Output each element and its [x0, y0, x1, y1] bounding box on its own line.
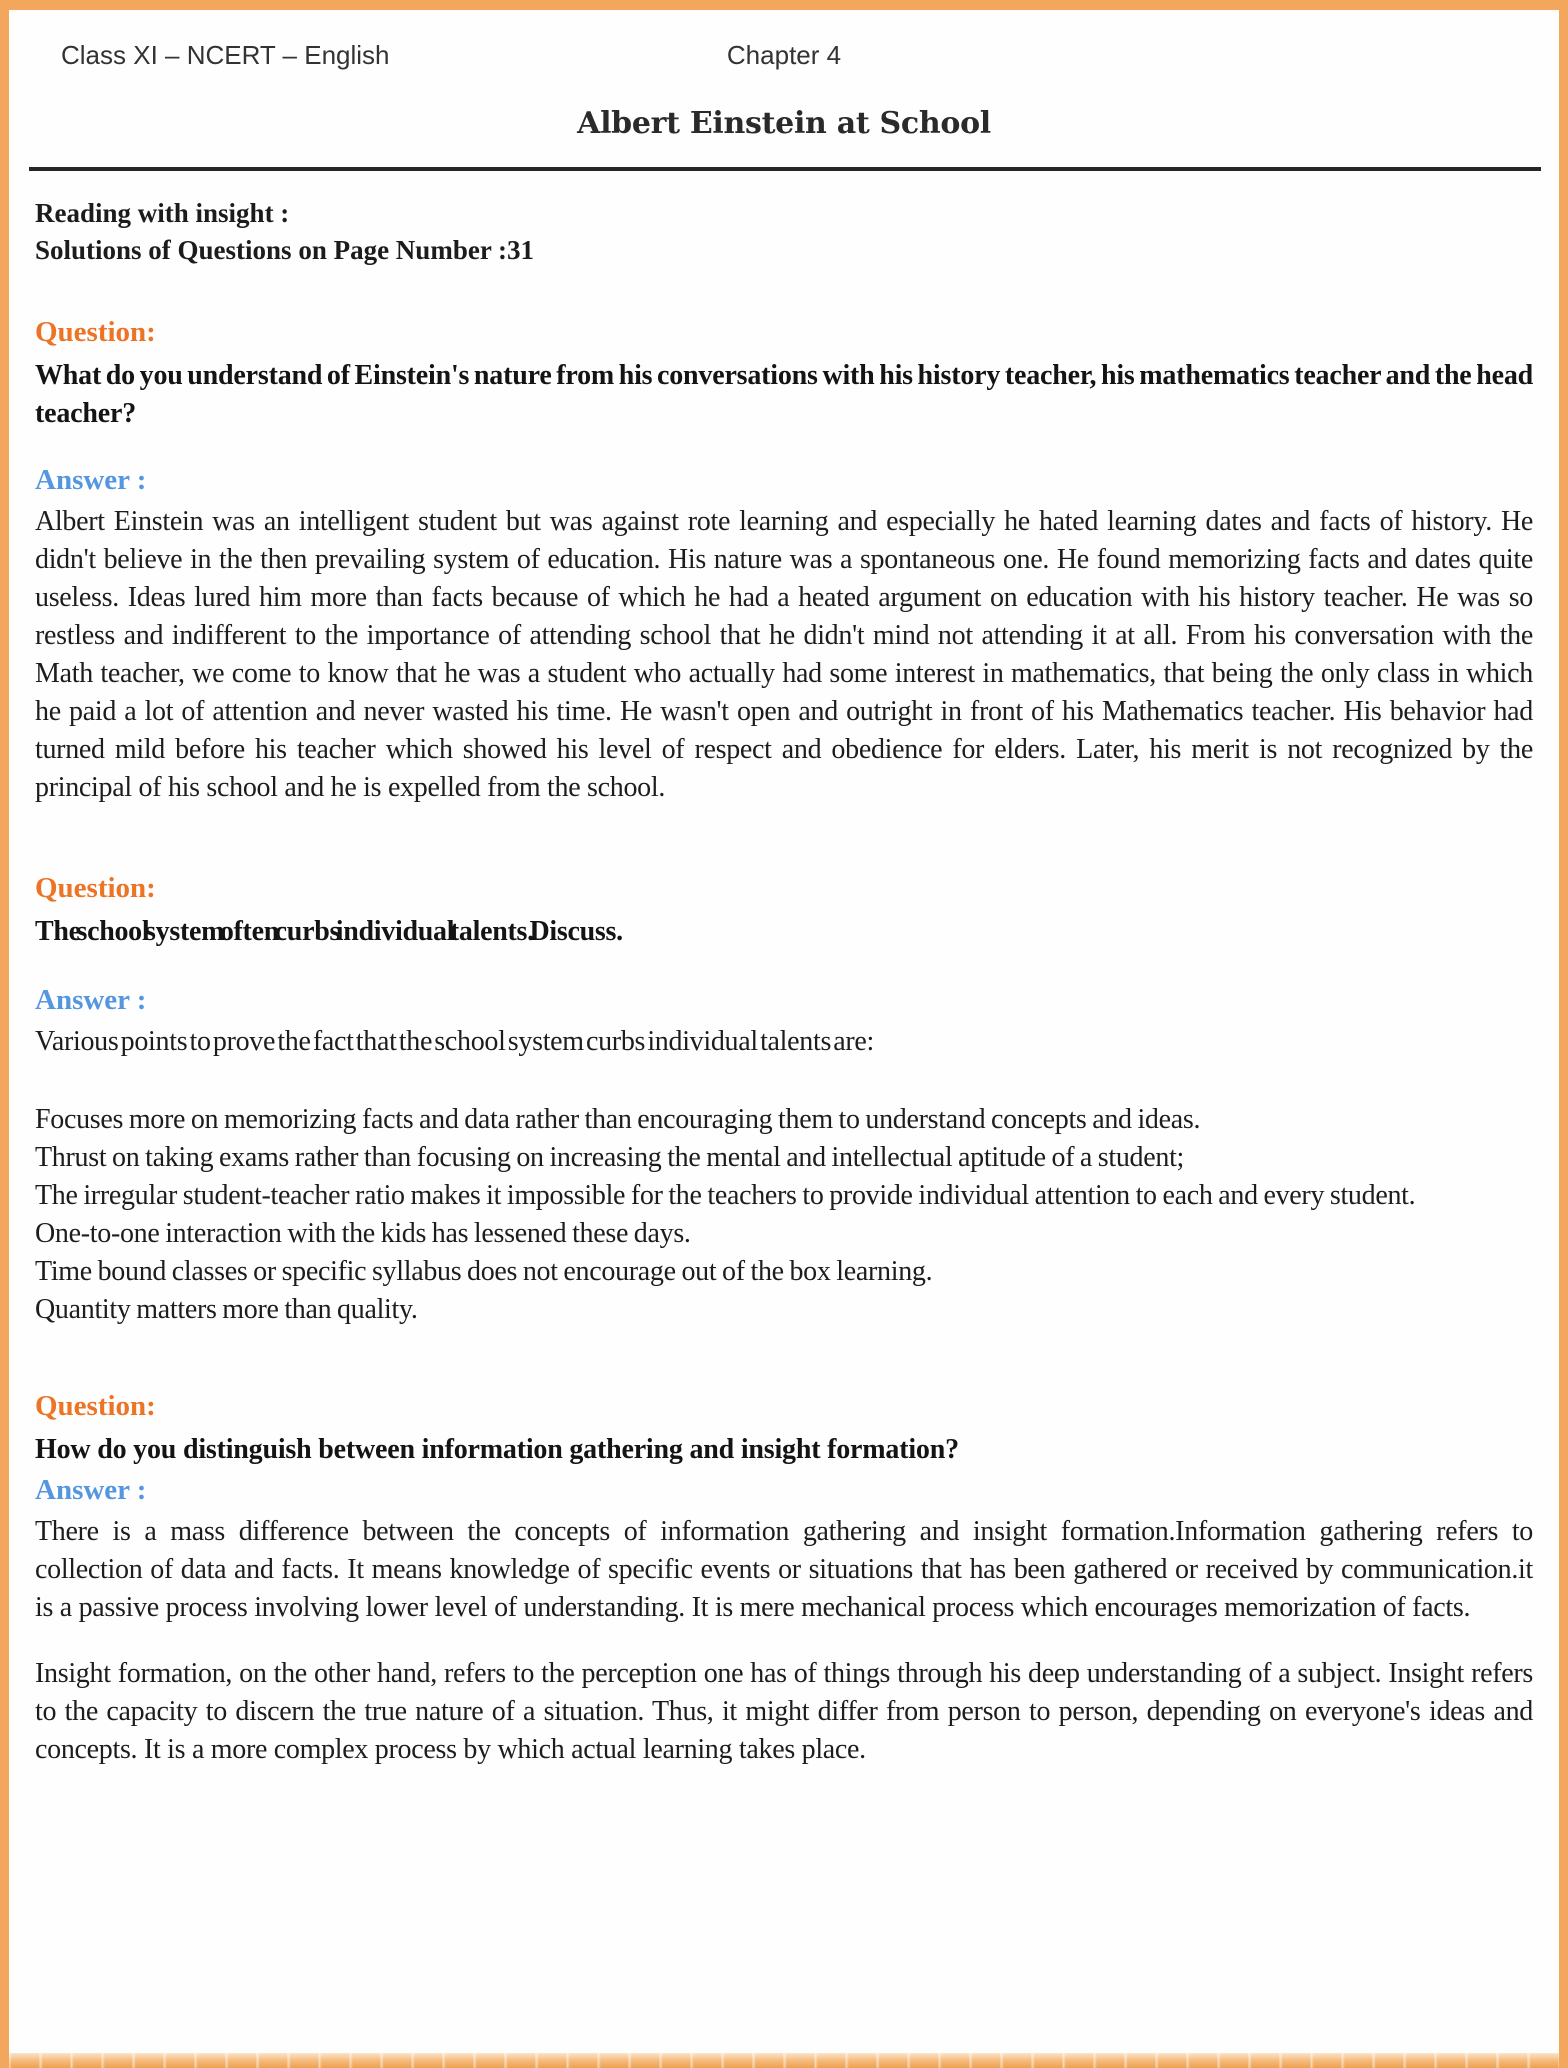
answer-label: Answer : — [35, 1474, 147, 1506]
answer-paragraph: There is a mass difference between the concepts of information gathering and insight formation.Information gathering refers to collection of data and facts. It means knowledge of specific events or situations that has been gathered or received by communication.it is a passive process involving lower level of understanding. It is mere mechanical process which encourages memorization of facts. — [35, 1516, 1533, 1623]
page-title: Albert Einstein at School — [577, 106, 991, 141]
answer-point: The irregular student-teacher ratio makes it impossible for the teachers to provide individual attention to each and every student. — [35, 1180, 1416, 1211]
answer-paragraph: Albert Einstein was an intelligent student but was against rote learning and especially he hated learning dates and facts of history. He didn't believe in the then prevailing system of education. His nature was a spontaneous one. He found memorizing facts and dates quite useless. Ideas lured him more than facts because of which he had a heated argument on education with his history teacher. He was so restless and indifferent to the importance of attending school that he didn't mind not attending it at all. From his conversation with the Math teacher, we come to know that he was a student who actually had some interest in mathematics, that being the only class in which he paid a lot of attention and never wasted his time. He wasn't open and outright in front of his Mathematics teacher. His behavior had turned mild before his teacher which showed his level of respect and obedience for elders. Later, his merit is not recognized by the principal of his school and he is expelled from the school. — [35, 506, 1533, 803]
qa-section-1 — [35, 315, 1533, 807]
qa-section-3 — [35, 1389, 1533, 1769]
question-label: Question: — [35, 872, 156, 904]
answer-paragraph: Insight formation, on the other hand, refers to the perception one has of things through his deep understanding of a subject. Insight refers to the capacity to discern the true nature of a situation. Thus, it might differ from person to person, depending on everyone's ideas and concepts. It is a more complex process by which actual learning takes place. — [35, 1658, 1533, 1765]
header-divider — [29, 167, 1541, 171]
page-header — [35, 10, 1533, 76]
answer-point: Thrust on taking exams rather than focusing on increasing the mental and intellectual aptitude of a student; — [35, 1142, 1185, 1173]
solutions-heading: Solutions of Questions on Page Number :31 — [35, 235, 535, 265]
page-bottom-border — [9, 2053, 1559, 2068]
question-text: What do you understand of Einstein's nature from his conversations with his history teacher, his mathematics teacher and the head teacher? — [35, 360, 1533, 429]
answer-points — [35, 1101, 1533, 1329]
qa-section-2 — [35, 871, 1533, 1329]
answer-point: Quantity matters more than quality. — [35, 1294, 418, 1325]
question-text: How do you distinguish between information gathering and insight formation? — [35, 1434, 959, 1465]
question-text: The school system often curbs individual talents. Discuss. — [35, 916, 623, 947]
answer-point: Focuses more on memorizing facts and data rather than encouraging them to understand concepts and ideas. — [35, 1104, 1201, 1135]
answer-point: One-to-one interaction with the kids has lessened these days. — [35, 1218, 691, 1249]
answer-intro: Various points to prove the fact that the school system curbs individual talents are: — [35, 1026, 875, 1057]
answer-point: Time bound classes or specific syllabus does not encourage out of the box learning. — [35, 1256, 933, 1287]
reading-with-insight-heading: Reading with insight : — [35, 198, 290, 228]
chapter-label: Chapter 4 — [726, 40, 842, 70]
question-label: Question: — [35, 1390, 156, 1422]
intro-heading — [35, 195, 1533, 269]
question-label: Question: — [35, 316, 156, 348]
answer-label: Answer : — [35, 984, 147, 1016]
answer-label: Answer : — [35, 464, 147, 496]
course-label: Class XI – NCERT – English — [61, 40, 390, 70]
